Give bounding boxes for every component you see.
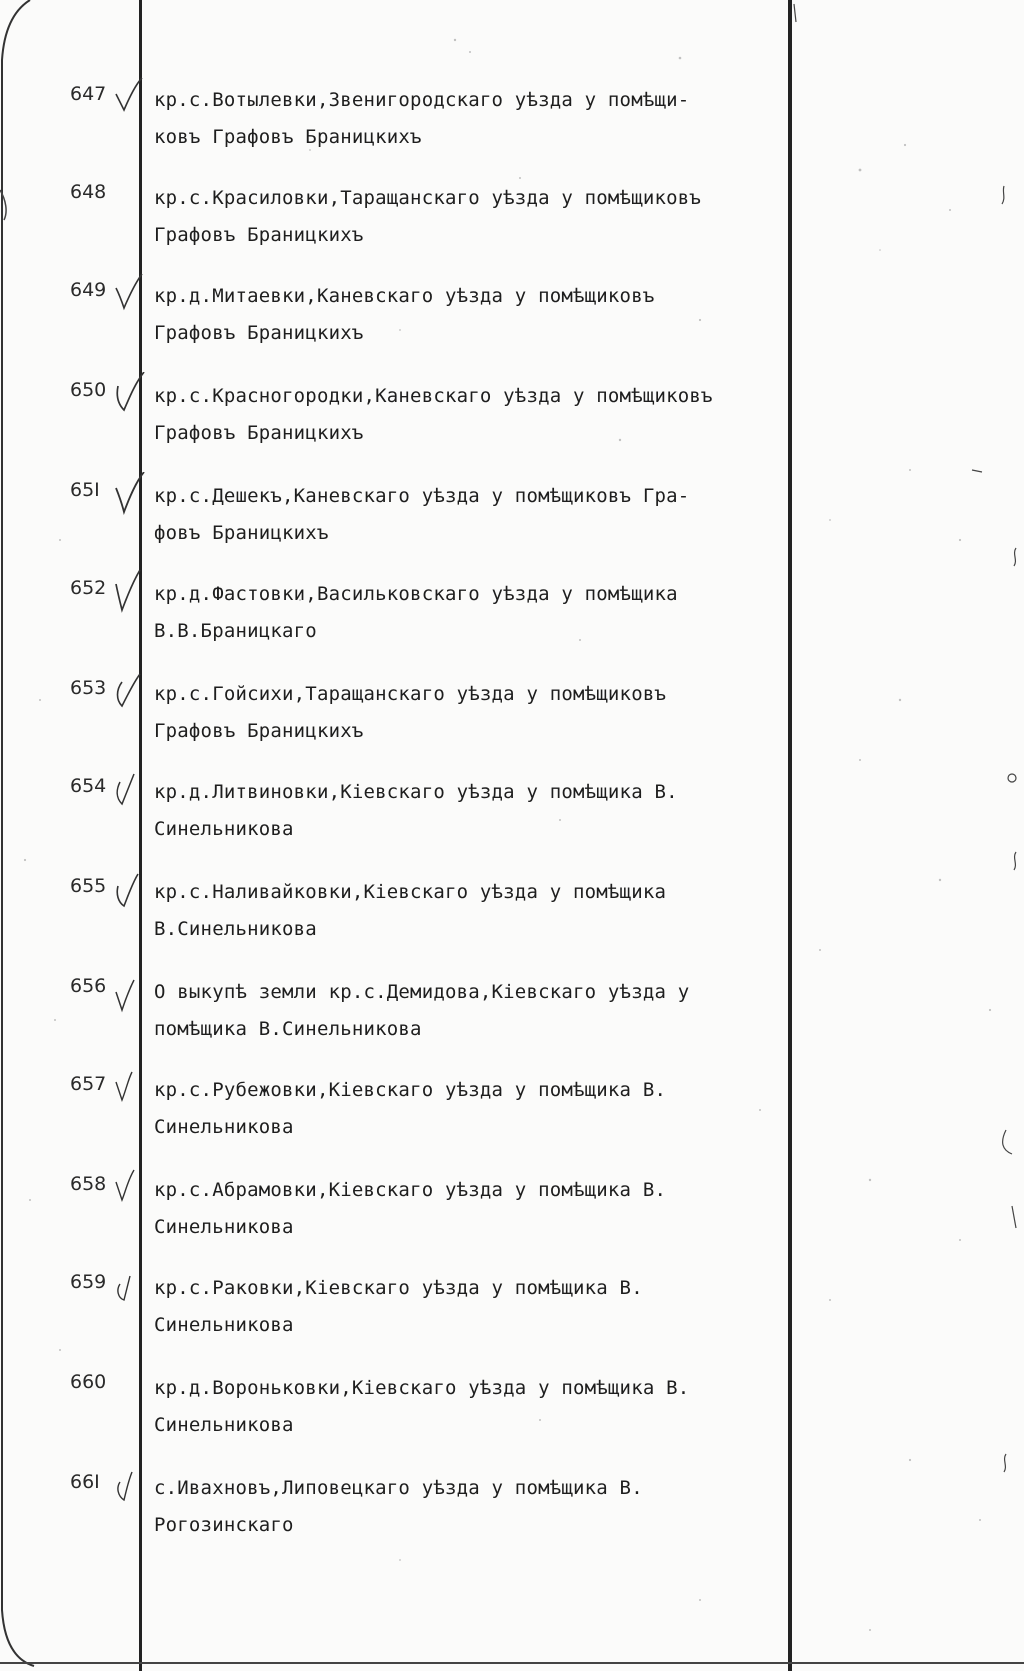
- entry-number: 660: [70, 1371, 107, 1393]
- checkmark-icon: [112, 76, 146, 128]
- entry-description: кр.с.Вотылевки,Звенигородскаго уѣзда у помѣщи- ковъ Графовъ Браницкихъ: [154, 89, 690, 148]
- entry-number: 654: [70, 775, 107, 797]
- entry-description: кр.с.Красиловки,Таращанскаго уѣзда у помѣщиковъ Графовъ Браницкихъ: [154, 187, 702, 246]
- checkmark-icon: [112, 1464, 146, 1516]
- checkmark-icon: [112, 1166, 146, 1218]
- entry-description: кр.с.Раковки,Кіевскаго уѣзда у помѣщика В. Синельникова: [154, 1277, 643, 1336]
- entry-description: кр.с.Дешекъ,Каневскаго уѣзда у помѣщиковъ Гра- фовъ Браницкихъ: [154, 485, 690, 544]
- entry-number: 653: [70, 677, 107, 699]
- checkmark-icon: [112, 670, 146, 722]
- entry-number: 655: [70, 875, 107, 897]
- entry-description: кр.д.Вороньковки,Кіевскаго уѣзда у помѣщика В. Синельникова: [154, 1377, 690, 1436]
- entry-description: кр.д.Литвиновки,Кіевскаго уѣзда у помѣщика В. Синельникова: [154, 781, 678, 840]
- entry-description: кр.с.Абрамовки,Кіевскаго уѣзда у помѣщика В. Синельникова: [154, 1179, 667, 1238]
- entry-description: кр.с.Гойсихи,Таращанскаго уѣзда у помѣщиковъ Графовъ Браницкихъ: [154, 683, 667, 742]
- entry-description: кр.с.Наливайковки,Кіевскаго уѣзда у помѣщика В.Синельникова: [154, 881, 667, 940]
- entry-description: кр.д.Митаевки,Каневскаго уѣзда у помѣщиковъ Графовъ Браницкихъ: [154, 285, 655, 344]
- margin-pencil-marks: [792, 0, 1024, 1671]
- checkmark-icon: [112, 372, 146, 424]
- entry-number: 658: [70, 1173, 107, 1195]
- checkmark-icon: [112, 768, 146, 820]
- entry-number: 650: [70, 379, 107, 401]
- entry-number: 659: [70, 1271, 107, 1293]
- entry-description: О выкупѣ земли кр.с.Демидова,Кіевскаго уѣзда у помѣщика В.Синельникова: [154, 981, 690, 1040]
- checkmark-icon: [112, 272, 146, 324]
- checkmark-icon: [112, 1264, 146, 1316]
- entry-number: 66I: [70, 1471, 100, 1493]
- entry-number: 656: [70, 975, 107, 997]
- entry-number: 652: [70, 577, 107, 599]
- entry-description: кр.с.Рубежовки,Кіевскаго уѣзда у помѣщика В. Синельникова: [154, 1079, 667, 1138]
- entry-number: 657: [70, 1073, 107, 1095]
- checkmark-icon: [112, 968, 146, 1020]
- entry-description: кр.д.Фастовки,Васильковскаго уѣзда у помѣщика В.В.Браницкаго: [154, 583, 678, 642]
- checkmark-icon: [112, 868, 146, 920]
- checkmark-icon: [112, 570, 146, 622]
- entry-description: с.Ивахновъ,Липовецкаго уѣзда у помѣщика В. Рогозинскаго: [154, 1477, 643, 1536]
- entry-number: 647: [70, 83, 107, 105]
- entry-number: 648: [70, 181, 107, 203]
- entry-number: 649: [70, 279, 107, 301]
- entry-description: кр.с.Красногородки,Каневскаго уѣзда у помѣщиковъ Графовъ Браницкихъ: [154, 385, 713, 444]
- checkmark-icon: [112, 1066, 146, 1118]
- entry-number: 65I: [70, 479, 100, 501]
- checkmark-icon: [112, 472, 146, 524]
